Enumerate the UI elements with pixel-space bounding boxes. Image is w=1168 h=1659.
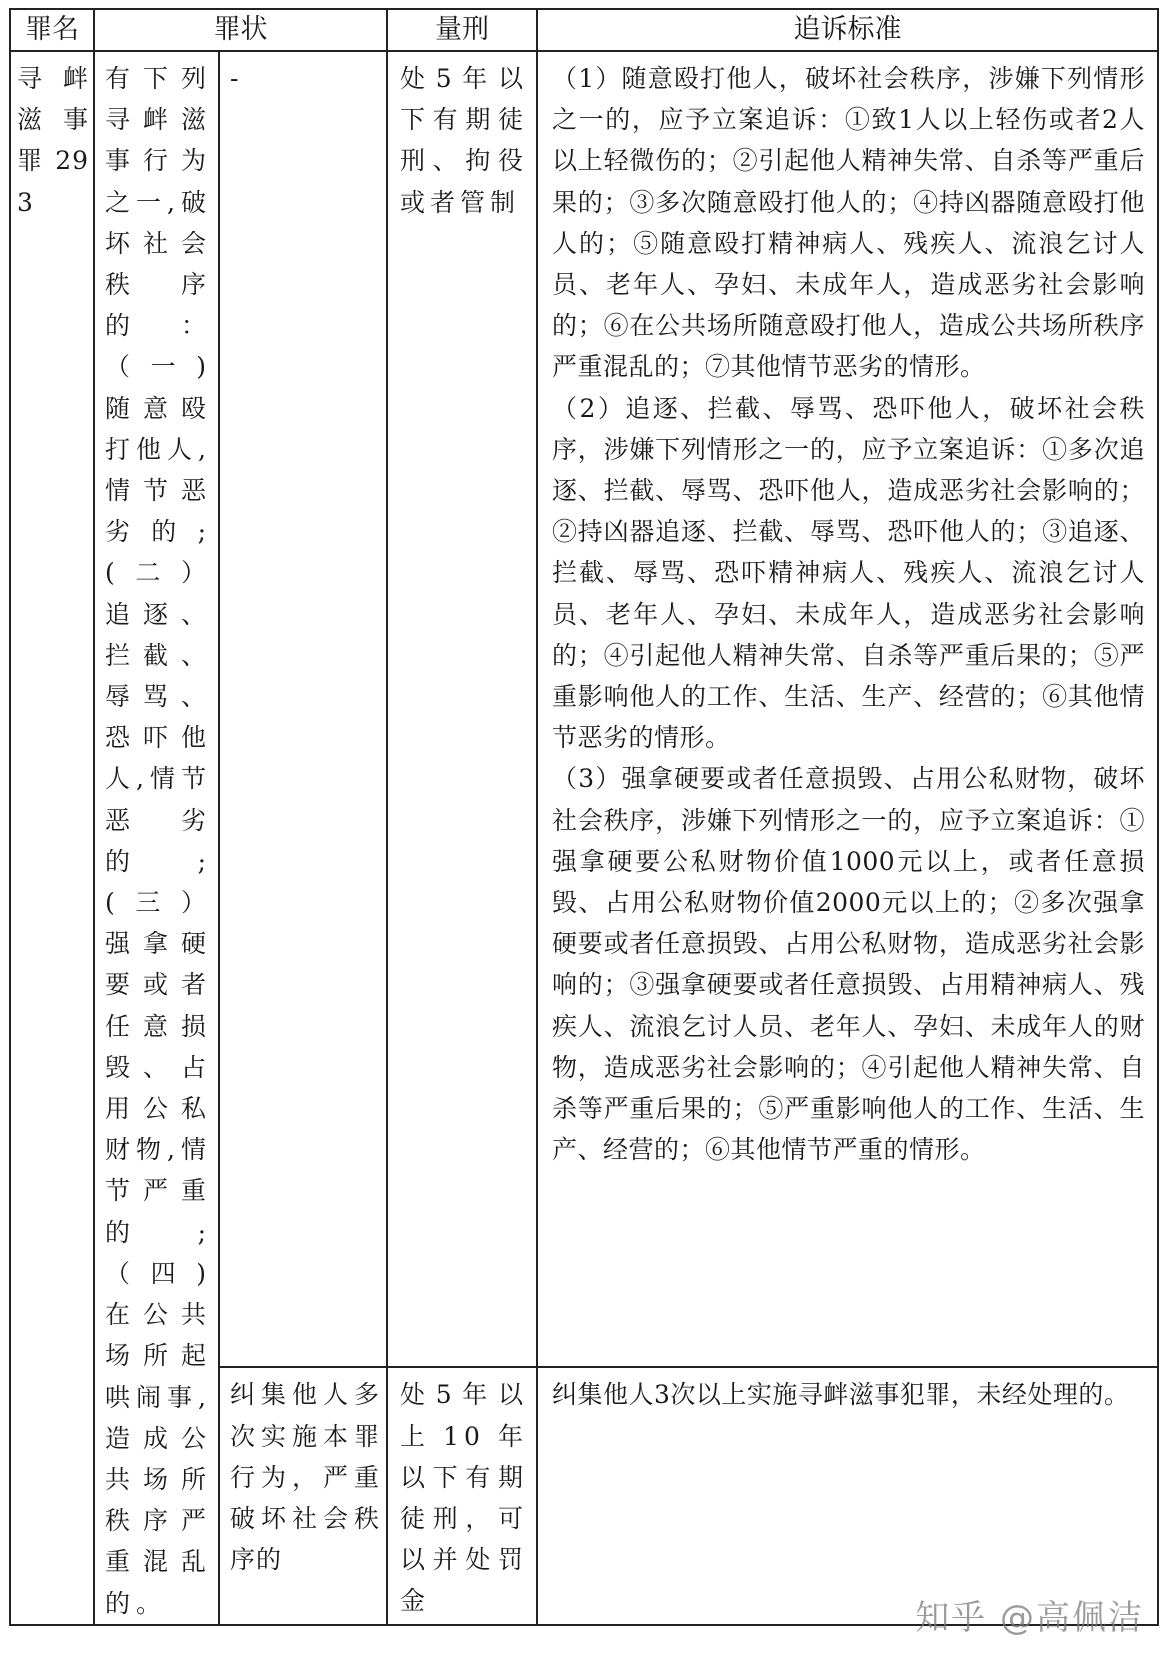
standard-paragraph-3: （3）强拿硬要或者任意损毁、占用公私财物，破坏社会秩序，涉嫌下列情形之一的，应予立案追诉：①强拿硬要公私财物价值1000元以上，或者任意损毁、占用公私财物价值2000元以上的；②多次强拿硬要或者任意损毁、占用公私财物，造成恶劣社会影响的；③强拿硬要或者任意损毁、占用精神病人、残疾人、流浪乞讨人员、老年人、孕妇、未成年人的财物，造成恶劣社会影响的；④引起他人精神失常、自杀等严重后果的；⑤严重影响他人的工作、生活、生产、经营的；⑥其他情节严重的情形。	[552, 764, 1145, 1165]
header-standard: 追诉标准	[537, 9, 1158, 51]
sub-conduct-cell	[219, 51, 387, 1367]
standard-paragraph-1: （1）随意殴打他人，破坏社会秩序，涉嫌下列情形之一的，应予立案追诉：①致1人以上轻伤或者2人以上轻微伤的；②引起他人精神失常、自杀等严重后果的；③多次随意殴打他人的；④持凶器随意殴打他人的；⑤随意殴打精神病人、残疾人、流浪乞讨人员、老年人、孕妇、未成年人，造成恶劣社会影响的；⑥在公共场所随意殴打他人，造成公共场所秩序严重混乱的；⑦其他情节恶劣的情形。	[552, 64, 1145, 382]
aggravated-standard-text: 纠集他人3次以上实施寻衅滋事犯罪，未经处理的。	[552, 1380, 1130, 1410]
table-header-row	[10, 9, 1158, 51]
header-sentence: 量刑	[387, 9, 537, 51]
table-row	[10, 51, 1158, 1367]
standard-paragraph-2: （2）追逐、拦截、辱骂、恐吓他人，破坏社会秩序，涉嫌下列情形之一的，应予立案追诉：①多次追逐、拦截、辱骂、恐吓他人，造成恶劣社会影响的；②持凶器追逐、拦截、辱骂、恐吓他人的；③追逐、拦截、辱骂、恐吓精神病人、残疾人、流浪乞讨人员、老年人、孕妇、未成年人，造成恶劣社会影响的；④引起他人精神失常、自杀等严重后果的；⑤严重影响他人的工作、生活、生产、经营的；⑥其他情节恶劣的情形。	[552, 393, 1145, 753]
crime-name-text: 寻衅滋事罪293	[17, 64, 89, 217]
law-table	[9, 8, 1159, 1626]
aggravated-sentence-cell	[387, 1367, 537, 1624]
aggravated-conduct-cell	[219, 1367, 387, 1624]
aggravated-standard-cell	[537, 1367, 1158, 1624]
crime-name-cell	[10, 51, 94, 1625]
sentence-text: 处5年以下有期徒刑、拘役或者管制	[400, 64, 528, 217]
aggravated-conduct-text: 纠集他人多次实施本罪行为，严重破坏社会秩序的	[230, 1380, 380, 1575]
conduct-text: 有下列寻衅滋事行为之一,破坏社会秩序的：（一)随意殴打他人,情节恶劣的;(二）追逐、拦截、辱骂、恐吓他人,情节恶劣的;(三）强拿硬要或者任意损毁、占用公私财物,情节严重的;（四)在公共场所起哄闹事,造成公共场所秩序严重混乱的。	[105, 64, 212, 1618]
watermark: 知乎 @高佩洁	[915, 1598, 1144, 1638]
header-conduct: 罪状	[94, 9, 387, 51]
conduct-cell	[94, 51, 219, 1625]
sub-conduct-text: -	[230, 64, 240, 93]
aggravated-sentence-text: 处5年以上10年以下有期徒刑，可以并处罚金	[400, 1380, 528, 1616]
standard-cell	[537, 51, 1158, 1367]
sentence-cell	[387, 51, 537, 1367]
document-page	[9, 8, 1157, 1651]
header-crime-name: 罪名	[10, 9, 94, 51]
